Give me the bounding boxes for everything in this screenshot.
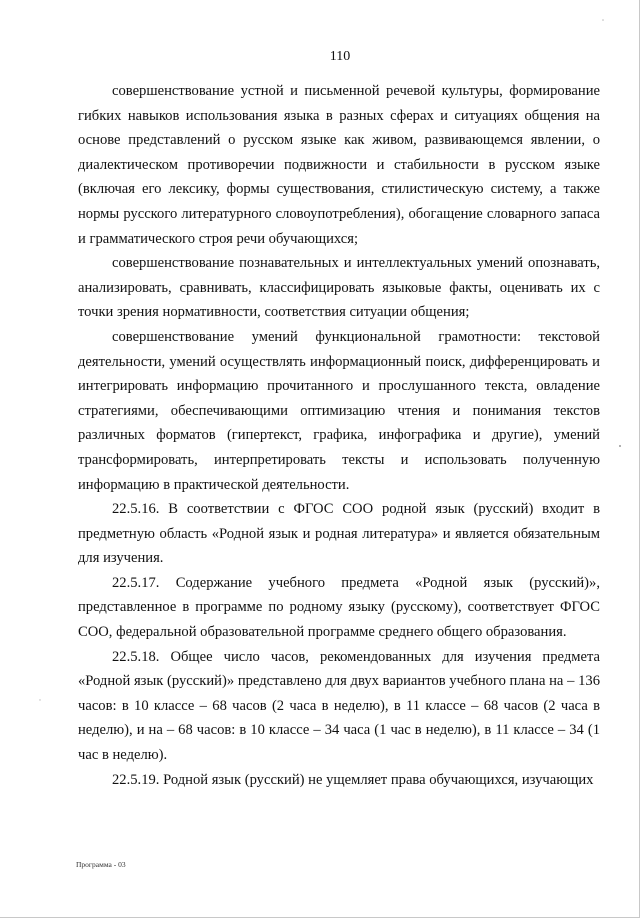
paragraph-22-5-17: 22.5.17. Содержание учебного предмета «Родной язык (русский)», представленное в программе по родному языку (русскому), соответствует ФГОС СОО, федеральной образовательной программе среднего общего образования. <box>78 574 600 641</box>
body-text <box>78 79 600 792</box>
paragraph-22-5-16: 22.5.16. В соответствии с ФГОС СОО родной язык (русский) входит в предметную область «Родной язык и родная литература» и является обязательным для изучения. <box>78 501 600 567</box>
paragraph-functional-literacy: совершенствование умений функциональной грамотности: текстовой деятельности, умений осуществлять информационный поиск, дифференцировать и интегрировать информацию прочитанного и прослушанного текста, овладение стратегиями, обеспечивающими оптимизацию чтения и понимания текстов различных форматов (гипертекст, графика, инфографика и другие), умений трансформировать, интерпретировать тексты и использовать полученную информацию в практической деятельности. <box>78 328 600 493</box>
paragraph-cognitive-skills: совершенствование познавательных и интеллектуальных умений опознавать, анализировать, сравнивать, классифицировать языковые факты, оценивать их с точки зрения нормативности, соответствия ситуации общения; <box>78 255 600 321</box>
paragraph-22-5-18: 22.5.18. Общее число часов, рекомендованных для изучения предмета «Родной язык (русский)» представлено для двух вариантов учебного плана на – 136 часов: в 10 классе – 68 часов (2 часа в неделю), в 11 классе – 68 часов (2 часа в неделю), и на – 68 часов: в 10 классе – 34 часа (1 час в неделю), в 11 классе – 34 (1 час в неделю). <box>78 648 600 764</box>
paragraph-22-5-19: 22.5.19. Родной язык (русский) не ущемляет права обучающихся, изучающих <box>112 771 594 788</box>
page-number: 110 <box>329 49 351 64</box>
paragraph-speech-culture: совершенствование устной и письменной речевой культуры, формирование гибких навыков использования языка в разных сферах и ситуациях общения на основе представлений о русском языке как живом, развивающемся явлении, о диалектическом противоречии подвижности и стабильности в русском языке (включая его лексику, формы существования, стилистическую систему, а также нормы русского литературного словоупотребления), обогащение словарного запаса и грамматического строя речи обучающихся; <box>78 83 600 247</box>
page-footer: Программа - 03 <box>76 860 126 869</box>
